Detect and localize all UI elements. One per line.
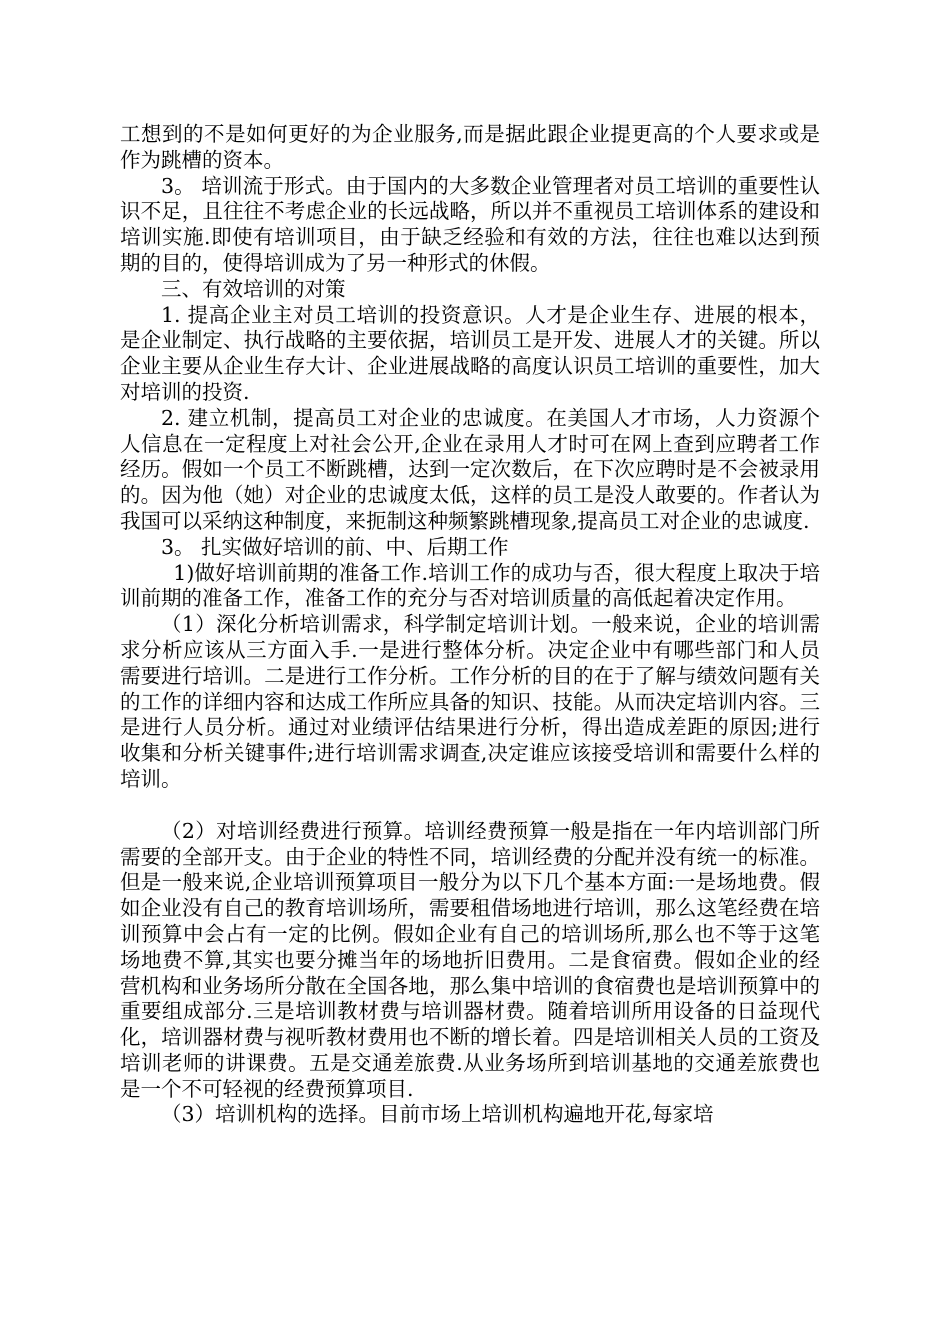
document-body	[120, 122, 820, 1128]
paragraph-investment-awareness: 1. 提高企业主对员工培训的投资意识。人才是企业生存、进展的根本，是企业制定、执行战略的主要依据，培训员工是开发、进展人才的关键。所以企业主要从企业生存大计、企业进展战略的高度认识员工培训的重要性，加大对培训的投资.	[120, 302, 820, 404]
paragraph-continuation: 工想到的不是如何更好的为企业服务,而是据此跟企业提更高的个人要求或是作为跳槽的资本。	[120, 122, 820, 172]
paragraph-needs-analysis: （1）深化分析培训需求，科学制定培训计划。一般来说，企业的培训需求分析应该从三方面入手.一是进行整体分析。决定企业中有哪些部门和人员需要进行培训。二是进行工作分析。工作分析的目的在于了解与绩效问题有关的工作的详细内容和达成工作所应具备的知识、技能。从而决定培训内容。三是进行人员分析。通过对业绩评估结果进行分析，得出造成差距的原因;进行收集和分析关键事件;进行培训需求调查,决定谁应该接受培训和需要什么样的培训。	[120, 612, 820, 791]
paragraph-budget: （2）对培训经费进行预算。培训经费预算一般是指在一年内培训部门所需要的全部开支。由于企业的特性不同，培训经费的分配并没有统一的标准。但是一般来说,企业培训预算项目一般分为以下几个基本方面:一是场地费。假如企业没有自己的教育培训场所，需要租借场地进行培训，那么这笔经费在培训预算中会占有一定的比例。假如企业有自己的培训场所,那么也不等于这笔场地费不算,其实也要分摊当年的场地折旧费用。二是食宿费。假如企业的经营机构和业务场所分散在全国各地，那么集中培训的食宿费也是培训预算中的重要组成部分.三是培训教材费与培训器材费。随着培训所用设备的日益现代化，培训器材费与视听教材费用也不断的增长着。四是培训相关人员的工资及培训老师的讲课费。五是交通差旅费.从业务场所到培训基地的交通差旅费也是一个不可轻视的经费预算项目.	[120, 818, 820, 1101]
paragraph-institution-selection: （3）培训机构的选择。目前市场上培训机构遍地开花,每家培	[161, 1102, 714, 1127]
subheading-training-phases: 3。 扎实做好培训的前、中、后期工作	[161, 534, 509, 559]
paragraph-loyalty-mechanism: 2. 建立机制，提高员工对企业的忠诚度。在美国人才市场，人力资源个人信息在一定程度上对社会公开,企业在录用人才时可在网上查到应聘者工作经历。假如一个员工不断跳槽，达到一定次数后，在下次应聘时是不会被录用的。因为他（她）对企业的忠诚度太低，这样的员工是没人敢要的。作者认为我国可以采纳这种制度，来扼制这种频繁跳槽现象,提高员工对企业的忠诚度.	[120, 405, 820, 533]
paragraph-training-formality: 3。 培训流于形式。由于国内的大多数企业管理者对员工培训的重要性认识不足，且往往不考虑企业的长远战略，所以并不重视员工培训体系的建设和培训实施.即使有培训项目，由于缺乏经验和有效的方法，往往也难以达到预期的目的，使得培训成为了另一种形式的休假。	[120, 173, 820, 275]
section-heading-countermeasures: 三、有效培训的对策	[161, 276, 346, 301]
paragraph-pre-training-preparation: 1)做好培训前期的准备工作.培训工作的成功与否，很大程度上取决于培训前期的准备工作，准备工作的充分与否对培训质量的高低起着决定作用。	[120, 560, 820, 611]
